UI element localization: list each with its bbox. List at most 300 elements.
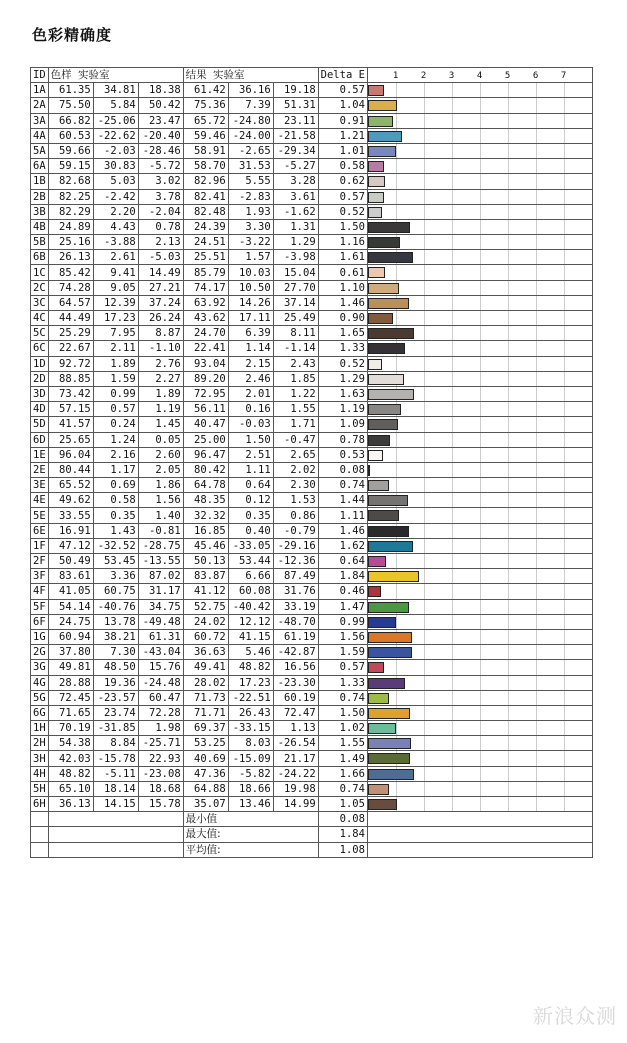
col-header-delta-e: Delta E [318, 68, 367, 83]
patch-id-cell: 2H [31, 736, 49, 751]
result-a-cell: 0.16 [228, 402, 273, 417]
sample-b-cell: -20.40 [138, 128, 183, 143]
sample-L-cell: 61.35 [48, 83, 93, 98]
gridline [396, 205, 397, 219]
gridline [480, 630, 481, 644]
gridline [564, 493, 565, 507]
delta-e-bar-cell [367, 341, 592, 356]
table-row [31, 493, 593, 508]
sample-a-cell: 1.17 [93, 462, 138, 477]
result-b-cell: -23.30 [273, 675, 318, 690]
result-b-cell: 1.55 [273, 402, 318, 417]
empty-cell [48, 842, 183, 857]
gridline [508, 569, 509, 583]
delta-e-bar-cell [367, 660, 592, 675]
delta-e-bar-cell [367, 690, 592, 705]
result-a-cell: 3.30 [228, 219, 273, 234]
delta-e-bar [368, 647, 413, 658]
delta-e-cell: 1.33 [318, 341, 367, 356]
gridline [452, 539, 453, 553]
delta-e-bar [368, 343, 405, 354]
sample-a-cell: 2.16 [93, 447, 138, 462]
table-row [31, 204, 593, 219]
sample-a-cell: -40.76 [93, 599, 138, 614]
sample-a-cell: -32.52 [93, 538, 138, 553]
sample-a-cell: 9.41 [93, 265, 138, 280]
gridline [564, 281, 565, 295]
delta-e-bar [368, 435, 390, 446]
delta-e-cell: 0.90 [318, 311, 367, 326]
sample-L-cell: 47.12 [48, 538, 93, 553]
delta-e-bar [368, 298, 409, 309]
result-L-cell: 24.39 [183, 219, 228, 234]
result-b-cell: -21.58 [273, 128, 318, 143]
gridline [480, 220, 481, 234]
sample-L-cell: 92.72 [48, 356, 93, 371]
result-L-cell: 28.02 [183, 675, 228, 690]
gridline [424, 493, 425, 507]
gridline [480, 736, 481, 750]
gridline [564, 129, 565, 143]
result-a-cell: -40.42 [228, 599, 273, 614]
gridline [396, 311, 397, 325]
gridline [564, 524, 565, 538]
gridline [508, 524, 509, 538]
gridline [480, 144, 481, 158]
gridline [424, 144, 425, 158]
sample-L-cell: 60.53 [48, 128, 93, 143]
result-L-cell: 24.51 [183, 235, 228, 250]
delta-e-bar-cell [367, 751, 592, 766]
gridline [536, 387, 537, 401]
result-b-cell: 2.65 [273, 447, 318, 462]
sample-L-cell: 65.52 [48, 478, 93, 493]
table-row [31, 478, 593, 493]
gridline [424, 508, 425, 522]
result-a-cell: 1.50 [228, 432, 273, 447]
gridline [396, 463, 397, 477]
patch-id-cell: 4B [31, 219, 49, 234]
gridline [452, 265, 453, 279]
patch-id-cell: 4H [31, 766, 49, 781]
result-a-cell: 17.11 [228, 311, 273, 326]
gridline [424, 265, 425, 279]
sample-a-cell: 0.24 [93, 417, 138, 432]
sample-b-cell: -5.72 [138, 159, 183, 174]
gridline [508, 341, 509, 355]
gridline [536, 265, 537, 279]
gridline [480, 569, 481, 583]
result-L-cell: 58.70 [183, 159, 228, 174]
result-b-cell: 51.31 [273, 98, 318, 113]
sample-a-cell: 7.30 [93, 645, 138, 660]
gridline [396, 691, 397, 705]
delta-e-bar-cell [367, 508, 592, 523]
gridline [480, 676, 481, 690]
result-b-cell: -24.22 [273, 766, 318, 781]
delta-e-bar [368, 738, 411, 749]
sample-L-cell: 22.67 [48, 341, 93, 356]
delta-e-bar-cell [367, 159, 592, 174]
delta-e-bar-cell [367, 554, 592, 569]
gridline [424, 630, 425, 644]
sample-a-cell: 0.69 [93, 478, 138, 493]
gridline [536, 190, 537, 204]
delta-e-cell: 0.57 [318, 189, 367, 204]
result-a-cell: 1.93 [228, 204, 273, 219]
gridline [480, 721, 481, 735]
delta-e-bar-cell [367, 83, 592, 98]
delta-e-bar [368, 541, 413, 552]
table-row [31, 356, 593, 371]
delta-e-cell: 0.74 [318, 690, 367, 705]
result-L-cell: 53.25 [183, 736, 228, 751]
gridline [564, 782, 565, 796]
sample-a-cell: -22.62 [93, 128, 138, 143]
delta-e-bar [368, 480, 389, 491]
gridline [480, 463, 481, 477]
result-b-cell: -0.47 [273, 432, 318, 447]
gridline [480, 402, 481, 416]
result-L-cell: 89.20 [183, 371, 228, 386]
gridline [452, 174, 453, 188]
result-b-cell: 0.86 [273, 508, 318, 523]
sample-a-cell: -25.06 [93, 113, 138, 128]
gridline [452, 281, 453, 295]
delta-e-bar [368, 784, 389, 795]
gridline [396, 265, 397, 279]
result-b-cell: 60.19 [273, 690, 318, 705]
gridline [452, 645, 453, 659]
delta-e-bar-cell [367, 675, 592, 690]
delta-e-cell: 1.01 [318, 143, 367, 158]
result-b-cell: 15.04 [273, 265, 318, 280]
sample-b-cell: 50.42 [138, 98, 183, 113]
delta-e-cell: 1.66 [318, 766, 367, 781]
table-row [31, 766, 593, 781]
gridline [424, 114, 425, 128]
gridline [564, 326, 565, 340]
result-L-cell: 65.72 [183, 113, 228, 128]
sample-L-cell: 41.05 [48, 584, 93, 599]
sample-b-cell: 34.75 [138, 599, 183, 614]
gridline [508, 691, 509, 705]
delta-e-cell: 0.64 [318, 554, 367, 569]
gridline [536, 144, 537, 158]
sample-L-cell: 37.80 [48, 645, 93, 660]
result-a-cell: -5.82 [228, 766, 273, 781]
gridline [396, 782, 397, 796]
delta-e-bar-cell [367, 371, 592, 386]
delta-e-cell: 1.33 [318, 675, 367, 690]
gridline [564, 448, 565, 462]
result-L-cell: 24.70 [183, 326, 228, 341]
result-a-cell: -0.03 [228, 417, 273, 432]
sample-L-cell: 96.04 [48, 447, 93, 462]
result-a-cell: 2.15 [228, 356, 273, 371]
patch-id-cell: 2B [31, 189, 49, 204]
result-b-cell: -29.16 [273, 538, 318, 553]
delta-e-cell: 1.55 [318, 736, 367, 751]
result-a-cell: 31.53 [228, 159, 273, 174]
gridline [536, 250, 537, 264]
sample-b-cell: -23.08 [138, 766, 183, 781]
delta-e-bar [368, 753, 410, 764]
gridline [508, 220, 509, 234]
delta-e-bar-cell [367, 766, 592, 781]
result-a-cell: 6.39 [228, 326, 273, 341]
result-b-cell: 31.76 [273, 584, 318, 599]
sample-a-cell: 0.35 [93, 508, 138, 523]
sample-b-cell: 1.98 [138, 721, 183, 736]
result-a-cell: -33.05 [228, 538, 273, 553]
gridline [508, 751, 509, 765]
gridline [480, 433, 481, 447]
gridline [424, 205, 425, 219]
result-b-cell: -48.70 [273, 614, 318, 629]
summary-label: 平均值: [183, 842, 318, 857]
gridline [452, 463, 453, 477]
sample-b-cell: 22.93 [138, 751, 183, 766]
sample-a-cell: -2.42 [93, 189, 138, 204]
result-b-cell: 72.47 [273, 705, 318, 720]
gridline [424, 463, 425, 477]
sample-a-cell: -31.85 [93, 721, 138, 736]
gridline [508, 660, 509, 674]
gridline [452, 660, 453, 674]
delta-e-cell: 0.52 [318, 356, 367, 371]
gridline [564, 220, 565, 234]
gridline [508, 478, 509, 492]
sample-L-cell: 24.89 [48, 219, 93, 234]
gridline [564, 114, 565, 128]
sample-b-cell: 3.78 [138, 189, 183, 204]
delta-e-bar-cell [367, 219, 592, 234]
axis-tick-label: 7 [560, 71, 567, 81]
gridline [508, 463, 509, 477]
result-L-cell: 64.78 [183, 478, 228, 493]
result-L-cell: 43.62 [183, 311, 228, 326]
delta-e-bar [368, 192, 384, 203]
delta-e-cell: 0.99 [318, 614, 367, 629]
table-row [31, 326, 593, 341]
sample-a-cell: 60.75 [93, 584, 138, 599]
sample-a-cell: 1.24 [93, 432, 138, 447]
result-L-cell: 35.07 [183, 797, 228, 812]
sample-a-cell: -15.78 [93, 751, 138, 766]
sample-a-cell: -23.57 [93, 690, 138, 705]
table-row [31, 371, 593, 386]
gridline [480, 524, 481, 538]
gridline [480, 190, 481, 204]
result-L-cell: 82.48 [183, 204, 228, 219]
patch-id-cell: 6F [31, 614, 49, 629]
col-header-id: ID [31, 68, 49, 83]
delta-e-bar-cell [367, 478, 592, 493]
gridline [508, 114, 509, 128]
summary-value: 1.08 [318, 842, 367, 857]
patch-id-cell: 1C [31, 265, 49, 280]
gridline [564, 357, 565, 371]
gridline [508, 645, 509, 659]
result-b-cell: 61.19 [273, 629, 318, 644]
sample-a-cell: -5.11 [93, 766, 138, 781]
delta-e-bar [368, 252, 413, 263]
result-a-cell: 0.35 [228, 508, 273, 523]
sample-b-cell: -49.48 [138, 614, 183, 629]
table-row [31, 432, 593, 447]
gridline [508, 372, 509, 386]
sample-L-cell: 44.49 [48, 311, 93, 326]
patch-id-cell: 6D [31, 432, 49, 447]
gridline [536, 630, 537, 644]
gridline [452, 235, 453, 249]
gridline [480, 159, 481, 173]
gridline [424, 645, 425, 659]
sample-b-cell: -13.55 [138, 554, 183, 569]
gridline [452, 478, 453, 492]
gridline [452, 676, 453, 690]
table-row [31, 250, 593, 265]
gridline [424, 691, 425, 705]
delta-e-bar [368, 571, 420, 582]
table-row [31, 462, 593, 477]
delta-e-bar [368, 404, 401, 415]
delta-e-bar-cell [367, 265, 592, 280]
delta-e-bar [368, 283, 399, 294]
gridline [396, 584, 397, 598]
gridline [480, 539, 481, 553]
patch-id-cell: 2G [31, 645, 49, 660]
gridline [424, 250, 425, 264]
table-row [31, 629, 593, 644]
gridline [536, 660, 537, 674]
sample-L-cell: 64.57 [48, 295, 93, 310]
gridline [424, 767, 425, 781]
gridline [480, 296, 481, 310]
table-row [31, 113, 593, 128]
gridline [480, 387, 481, 401]
gridline [424, 584, 425, 598]
delta-e-bar [368, 526, 409, 537]
sample-a-cell: 2.11 [93, 341, 138, 356]
result-b-cell: -1.14 [273, 341, 318, 356]
result-a-cell: 8.03 [228, 736, 273, 751]
gridline [424, 660, 425, 674]
gridline [424, 174, 425, 188]
table-row [31, 554, 593, 569]
gridline [452, 326, 453, 340]
sample-L-cell: 57.15 [48, 402, 93, 417]
delta-e-bar [368, 450, 383, 461]
gridline [536, 691, 537, 705]
delta-e-bar-cell [367, 736, 592, 751]
gridline [480, 114, 481, 128]
result-a-cell: -24.80 [228, 113, 273, 128]
gridline [424, 129, 425, 143]
delta-e-cell: 1.59 [318, 645, 367, 660]
gridline [536, 721, 537, 735]
sample-b-cell: 23.47 [138, 113, 183, 128]
gridline [424, 98, 425, 112]
sample-b-cell: 37.24 [138, 295, 183, 310]
gridline [424, 190, 425, 204]
delta-e-bar [368, 131, 402, 142]
gridline [536, 736, 537, 750]
sample-L-cell: 73.42 [48, 386, 93, 401]
empty-cell [48, 812, 183, 827]
result-a-cell: 53.44 [228, 554, 273, 569]
gridline [480, 129, 481, 143]
result-L-cell: 85.79 [183, 265, 228, 280]
gridline [564, 736, 565, 750]
gridline [424, 797, 425, 811]
patch-id-cell: 3A [31, 113, 49, 128]
gridline [564, 630, 565, 644]
result-L-cell: 45.46 [183, 538, 228, 553]
result-L-cell: 36.63 [183, 645, 228, 660]
result-a-cell: 7.39 [228, 98, 273, 113]
sample-L-cell: 54.14 [48, 599, 93, 614]
result-a-cell: 18.66 [228, 781, 273, 796]
gridline [480, 645, 481, 659]
sample-b-cell: 18.68 [138, 781, 183, 796]
gridline [452, 493, 453, 507]
gridline [508, 508, 509, 522]
gridline [536, 174, 537, 188]
result-L-cell: 41.12 [183, 584, 228, 599]
table-row [31, 295, 593, 310]
delta-e-bar-cell [367, 235, 592, 250]
table-row [31, 235, 593, 250]
gridline [508, 83, 509, 97]
delta-e-cell: 1.50 [318, 705, 367, 720]
result-b-cell: -0.79 [273, 523, 318, 538]
axis-tick-label: 6 [532, 71, 539, 81]
sample-L-cell: 82.68 [48, 174, 93, 189]
result-L-cell: 63.92 [183, 295, 228, 310]
gridline [424, 296, 425, 310]
delta-e-cell: 1.63 [318, 386, 367, 401]
sample-a-cell: 13.78 [93, 614, 138, 629]
result-L-cell: 47.36 [183, 766, 228, 781]
gridline [452, 615, 453, 629]
result-L-cell: 25.00 [183, 432, 228, 447]
result-L-cell: 24.02 [183, 614, 228, 629]
result-L-cell: 82.41 [183, 189, 228, 204]
result-b-cell: 1.53 [273, 493, 318, 508]
gridline [564, 645, 565, 659]
gridline [564, 569, 565, 583]
table-row [31, 311, 593, 326]
delta-e-bar [368, 556, 386, 567]
gridline [452, 402, 453, 416]
delta-e-bar [368, 723, 397, 734]
delta-e-bar [368, 374, 404, 385]
axis-tick-label: 5 [504, 71, 511, 81]
result-b-cell: 1.85 [273, 371, 318, 386]
gridline [424, 83, 425, 97]
delta-e-cell: 0.61 [318, 265, 367, 280]
delta-e-cell: 1.09 [318, 417, 367, 432]
sample-a-cell: 1.89 [93, 356, 138, 371]
sample-b-cell: 1.86 [138, 478, 183, 493]
gridline [536, 767, 537, 781]
sample-L-cell: 24.75 [48, 614, 93, 629]
table-row [31, 569, 593, 584]
result-a-cell: 6.66 [228, 569, 273, 584]
gridline [452, 630, 453, 644]
